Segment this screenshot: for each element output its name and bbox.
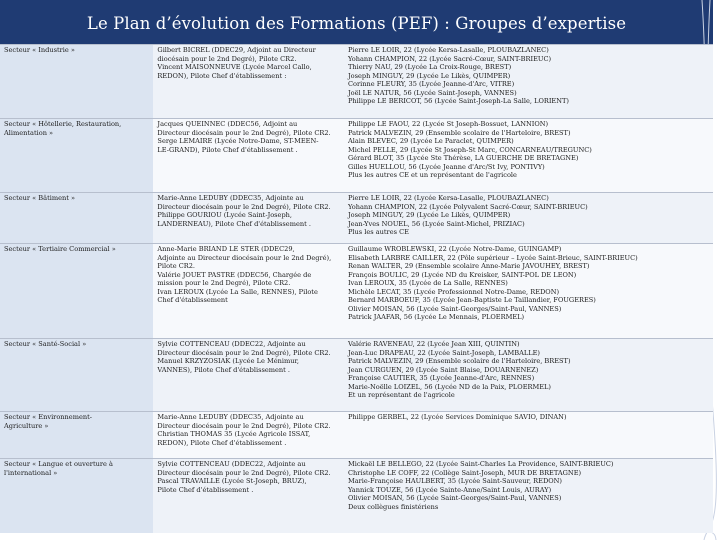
cell-line: LE-GRAND), Pilote Chef d'établissement . (157, 145, 298, 154)
cell-line: Patrick MALVEZIN, 29 (Ensemble scolaire de l'Harteloire, BREST) (347, 128, 571, 137)
cell-line: Joël LE NATUR, 56 (Lycée Saint-Joseph, VANNES) (347, 88, 517, 97)
cell-line: Olivier MOISAN, 56 (Lycée Saint-Georges/Saint-Paul, VANNES) (347, 494, 562, 502)
cell-line: Secteur « Industrie » (4, 46, 75, 54)
members-cell (344, 45, 713, 119)
cell-line: VANNES), Pilote Chef d'établissement . (157, 365, 291, 374)
cell-line: Chef d'établissement (157, 296, 228, 304)
cell-line: Pierre LE LOIR, 22 (Lycée Kersa-Lasalle, PLOUBAZLANEC) (347, 194, 549, 202)
members-cell (344, 459, 713, 533)
cell-line: Philippe LE BERICOT, 56 (Lycée Saint-Joseph-La Salle, LORIENT) (347, 97, 569, 105)
pilots-cell (153, 244, 344, 339)
members-cell (344, 193, 713, 244)
cell-line: Françoise CAUTIER, 35 (Lycée Jeanne-d'Arc, RENNES) (347, 374, 535, 382)
cell-line: Directeur diocésain pour le 2nd Degré), Pilote CR2. (157, 128, 331, 137)
cell-line: Yohann CHAMPION, 22 (Lycée Sacré-Cœur, SAINT-BRIEUC) (347, 54, 552, 63)
cell-line: Michèle LECAT, 35 (Lycée Professionnel Notre-Dame, REDON) (347, 287, 560, 296)
pilots-cell (153, 339, 344, 412)
cell-line: l'international » (4, 468, 58, 477)
cell-line: Marie-Anne LEDUBY (DDEC35, Adjointe au (157, 413, 304, 421)
cell-line: Valérie RAVENEAU, 22 (Lycée Jean XIII, QUINTIN) (347, 340, 520, 348)
cell-line: Anne-Marie BRIAND LE STER (DDEC29, (157, 245, 295, 253)
table-row (0, 412, 713, 459)
cell-line: Pilote Chef d'établissement . (157, 485, 254, 494)
cell-line: REDON), Pilote Chef d'établissement . (157, 438, 287, 447)
cell-line: Alimentation » (4, 128, 54, 137)
cell-line: Gilbert BICREL (DDEC29, Adjoint au Directeur (157, 46, 316, 54)
cell-line: Directeur diocésain pour le 2nd Degré), Pilote CR2. (157, 202, 331, 211)
cell-line: Secteur « Hôtellerie, Restauration, (4, 120, 122, 128)
sector-cell (0, 244, 153, 339)
pilots-cell (153, 193, 344, 244)
table-row (0, 193, 713, 244)
cell-line: Agriculture » (4, 421, 49, 430)
cell-line: Marie-Françoise HAULBERT, 35 (Lycée Saint-Sauveur, REDON) (347, 477, 562, 485)
sector-cell (0, 412, 153, 459)
cell-line: diocésain pour le 2nd Degré), Pilote CR2. (157, 54, 297, 63)
table-row (0, 119, 713, 193)
cell-line: Philippe LE FAOU, 22 (Lycée St Joseph-Bossuet, LANNION) (347, 120, 549, 128)
sector-cell (0, 119, 153, 193)
cell-line: Secteur « Santé-Social » (4, 340, 87, 348)
cell-line: Plus les autres CE et un représentant de l'agricole (347, 171, 517, 179)
cell-line: Elisabeth LARBRE CAILLER, 22 (Pôle supérieur – Lycée Saint-Brieuc, SAINT-BRIEUC) (347, 253, 638, 262)
members-cell (344, 412, 713, 459)
cell-line: Philippe GERBEL, 22 (Lycée Services Dominique SAVIO, DINAN) (347, 413, 567, 421)
cell-line: Patrick JAAFAR, 56 (Lycée Le Mennais, PLOERMEL) (347, 313, 525, 321)
cell-line: Yannick TOUZE, 56 (Lycée Sainte-Anne/Saint Louis, AURAY) (347, 485, 552, 494)
pilots-cell (153, 45, 344, 119)
cell-line: Joseph MINGUY, 29 (Lycée Le Likès, QUIMPER) (347, 211, 511, 219)
cell-line: REDON), Pilote Chef d'établissement : (157, 71, 287, 80)
cell-line: Alain BLEVEC, 29 (Lycée Le Paraclet, QUIMPER) (347, 137, 514, 145)
sector-cell (0, 459, 153, 533)
cell-line: Christian THOMAS 35 (Lycée Agricole ISSAT, (157, 430, 311, 438)
cell-line: Secteur « Tertiaire Commercial » (4, 245, 116, 253)
cell-line: Plus les autres CE (347, 228, 409, 236)
cell-line: Olivier MOISAN, 56 (Lycée Saint-Georges/Saint-Paul, VANNES) (347, 304, 562, 313)
table-row (0, 45, 713, 119)
cell-line: Directeur diocésain pour le 2nd Degré), Pilote CR2. (157, 348, 331, 357)
cell-line: Sylvie COTTENCEAU (DDEC22, Adjointe au (157, 460, 306, 468)
members-cell (344, 339, 713, 412)
cell-line: Directeur diocésain pour le 2nd Degré), Pilote CR2. (157, 468, 331, 477)
table-row (0, 339, 713, 412)
cell-line: Yohann CHAMPION, 22 (Lycée Polyvalent Sacré-Cœur, SAINT-BRIEUC) (347, 202, 588, 211)
cell-line: Directeur diocésain pour le 2nd Degré), Pilote CR2. (157, 421, 331, 430)
cell-line: Renan WALTER, 29 (Ensemble scolaire Anne-Marie JAVOUHEY, BREST) (347, 262, 590, 270)
cell-line: Marie-Anne LEDUBY (DDEC35, Adjointe au (157, 194, 304, 202)
cell-line: mission pour le 2nd Degré), Pilote CR2. (157, 279, 291, 287)
cell-line: Ivan LEROUX (Lycée La Salle, RENNES), Pilote (157, 287, 318, 296)
cell-line: Joseph MINGUY, 29 (Lycée Le Likès, QUIMPER) (347, 71, 511, 80)
sector-cell (0, 193, 153, 244)
expertise-groups-table (0, 44, 713, 533)
cell-line: Thierry NAU, 29 (Lycée La Croix-Rouge, BREST) (347, 63, 512, 71)
cell-line: Guillaume WROBLEWSKI, 22 (Lycée Notre-Dame, GUINGAMP) (347, 245, 562, 253)
sector-cell (0, 45, 153, 119)
cell-line: Jean-Luc DRAPEAU, 22 (Lycée Saint-Joseph, LAMBALLE) (347, 348, 541, 357)
cell-line: Gérard BLOT, 35 (Lycée Ste Thérèse, LA GUERCHE DE BRETAGNE) (347, 154, 579, 162)
cell-line: Vincent MAISONNEUVE (Lycée Marcel Callo, (157, 63, 312, 71)
cell-line: Et un représentant de l'agricole (347, 391, 455, 399)
table-row (0, 459, 713, 533)
cell-line: Jacques QUEINNEC (DDEC56, Adjoint au (157, 120, 298, 128)
cell-line: Pilote CR2. (157, 262, 195, 270)
cell-line: Christophe LE COFF, 22 (Collège Saint-Joseph, MUR DE BRETAGNE) (347, 468, 582, 477)
cell-line: Adjointe au Directeur diocésain pour le 2nd Degré), (157, 253, 332, 262)
cell-line: Marie-Noëlle LOIZEL, 56 (Lycée ND de la Paix, PLOERMEL) (347, 382, 551, 391)
cell-line: Secteur « Bâtiment » (4, 194, 76, 202)
members-cell (344, 119, 713, 193)
cell-line: Mickaël LE BELLEGO, 22 (Lycée Saint-Charles La Providence, SAINT-BRIEUC) (347, 460, 614, 468)
sector-cell (0, 339, 153, 412)
cell-line: Secteur « Langue et ouverture à (4, 460, 113, 468)
cell-line: Valérie JOUET PASTRE (DDEC56, Chargée de (157, 270, 312, 279)
cell-line: Manuel KRZYZOSIAK (Lycée Le Ménimur, (157, 357, 299, 365)
table-row (0, 244, 713, 339)
cell-line: Jean-Yves NOUEL, 56 (Lycée Saint-Michel, PRIZIAC) (347, 219, 525, 228)
members-cell (344, 244, 713, 339)
page-title: Le Plan d’évolution des Formations (PEF) : Groupes d’expertise (86, 14, 627, 33)
pilots-cell (153, 119, 344, 193)
cell-line: Secteur « Environnement- (4, 413, 92, 421)
cell-line: Bernard MARBOEUF, 35 (Lycée Jean-Baptiste Le Taillandier, FOUGERES) (347, 296, 596, 304)
cell-line: François BOULIC, 29 (Lycée ND du Kreisker, SAINT-POL DE LEON) (347, 270, 577, 279)
cell-line: Pascal TRAVAILLE (Lycée St-Joseph, BRUZ), (157, 477, 307, 485)
cell-line: Patrick MALVEZIN, 29 (Ensemble scolaire de l'Harteloire, BREST) (347, 357, 571, 365)
cell-line: Ivan LEROUX, 35 (Lycée de La Salle, RENNES) (347, 279, 508, 287)
cell-line: LANDERNEAU), Pilote Chef d'établissement . (157, 219, 311, 228)
pilots-cell (153, 459, 344, 533)
cell-line: Sylvie COTTENCEAU (DDEC22, Adjointe au (157, 340, 306, 348)
cell-line: Corinne FLEURY, 35 (Lycée Jeanne-d'Arc, VITRE) (347, 80, 515, 88)
cell-line: Michel PELLE, 29 (Lycée St Joseph-St Marc, CONCARNEAU/TREGUNC) (347, 145, 592, 154)
cell-line: Deux collègues finistériens (347, 502, 439, 511)
pilots-cell (153, 412, 344, 459)
cell-line: Gilles HUELLOU, 56 (Lycée Jeanne d'Arc/St Ivy, PONTIVY) (347, 162, 545, 171)
cell-line: Philippe GOURIOU (Lycée Saint-Joseph, (157, 211, 293, 219)
cell-line: Serge LEMAIRE (Lycée Notre-Dame, ST-MEEN- (157, 137, 319, 145)
cell-line: Jean CURGUEN, 29 (Lycée Saint Blaise, DOUARNENEZ) (347, 365, 539, 374)
cell-line: Pierre LE LOIR, 22 (Lycée Kersa-Lasalle, PLOUBAZLANEC) (347, 46, 549, 54)
